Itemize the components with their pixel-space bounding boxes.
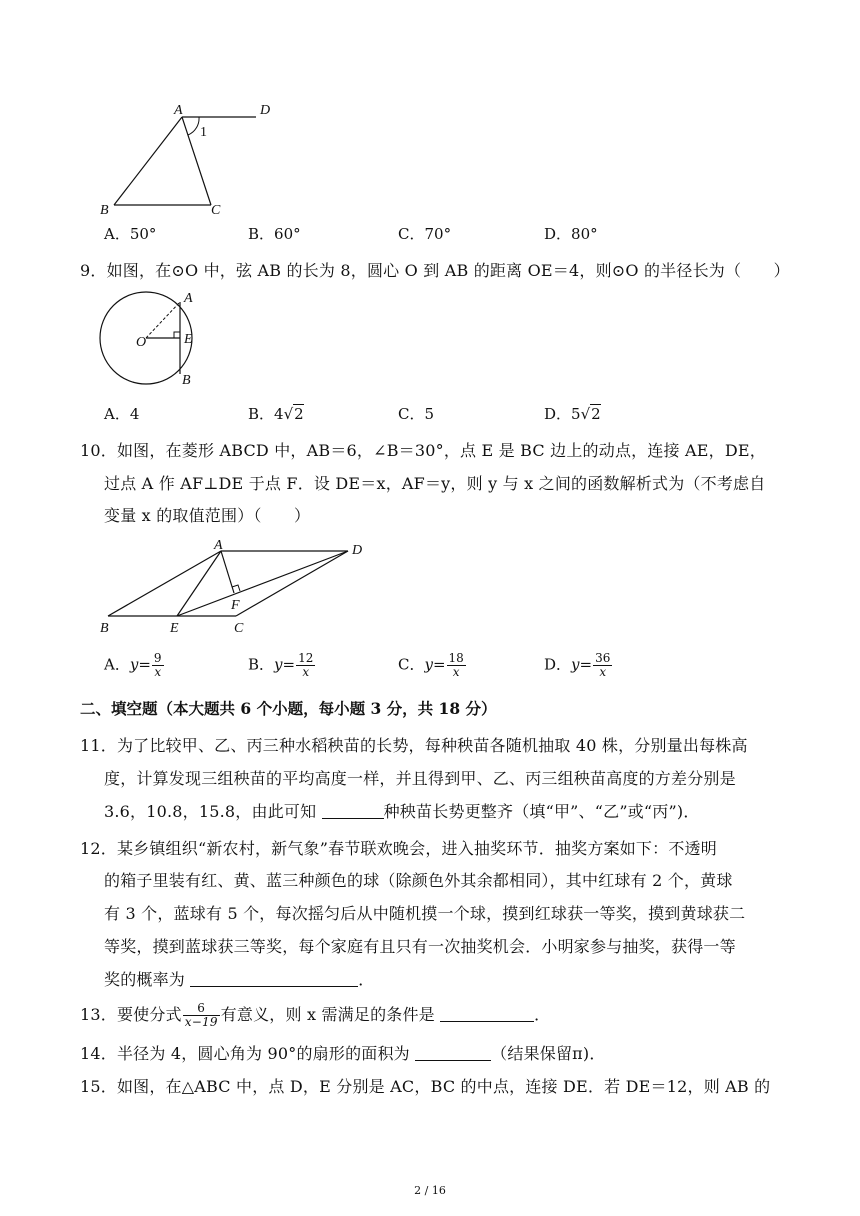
q10-option-a-num: 9 — [153, 651, 162, 665]
q9-option-a: A．4 — [104, 405, 140, 423]
q9-option-d: D．5√2 — [544, 405, 601, 423]
q9-label-O: O — [136, 335, 147, 350]
q10-label-F: F — [231, 598, 240, 613]
q10-option-c-num: 18 — [448, 651, 464, 665]
q10-label-E: E — [170, 621, 179, 636]
q8-option-a: A．50° — [104, 225, 157, 243]
q12-line5-post: ． — [358, 970, 375, 989]
q13-num: 6 — [183, 1002, 220, 1016]
q9-option-d-radicand: 2 — [591, 405, 601, 423]
q12-line2: 的箱子里装有红、黄、蓝三种颜色的球（除颜色外其余都相同），其中红球有 2 个，黄球 — [104, 871, 733, 890]
q11-line3 — [104, 799, 700, 822]
q9-option-d-prefix: D．5 — [544, 405, 581, 423]
q10-rhombus-figure — [96, 536, 376, 638]
q9-label-A: A — [184, 291, 193, 306]
q9-label-E: E — [184, 332, 193, 347]
q8-label-A: A — [174, 103, 183, 118]
q10-option-c-fraction — [447, 652, 466, 679]
q14-line — [80, 1041, 606, 1064]
q9-option-b-prefix: B．4 — [248, 405, 284, 423]
q10-option-d-den: x — [599, 665, 607, 679]
q10-label-A: A — [214, 538, 223, 553]
q8-triangle-figure — [96, 100, 286, 218]
q10-option-c — [398, 652, 467, 679]
q10-option-a-den: x — [154, 665, 162, 679]
q9-circle-figure — [96, 288, 216, 388]
q10-option-b-den: x — [302, 665, 310, 679]
q8-label-D: D — [260, 103, 271, 118]
q8-label-angle1: 1 — [200, 125, 207, 140]
q10-option-d — [544, 652, 613, 679]
q13-fraction — [183, 1002, 220, 1029]
q11-line3-pre: 3.6，10.8，15.8，由此可知 — [104, 802, 322, 821]
q12-line1: 12．某乡镇组织“新农村，新气象”春节联欢晚会，进入抽奖环节．抽奖方案如下：不透明 — [80, 839, 717, 858]
q8-label-B: B — [100, 203, 109, 218]
q14-post: （结果保留π)． — [491, 1044, 606, 1063]
q8-label-C: C — [211, 203, 221, 218]
q10-option-b — [248, 652, 316, 679]
q9-options — [104, 403, 824, 429]
q14-pre: 14．半径为 4，圆心角为 90°的扇形的面积为 — [80, 1044, 416, 1063]
q10-option-d-label: D． — [544, 655, 572, 674]
q9-label-B: B — [182, 373, 191, 388]
q8-options — [104, 223, 824, 249]
q9-stem: 9．如图，在⊙O 中，弦 AB 的长为 8，圆心 O 到 AB 的距离 OE＝4，则⊙O 的半径长为（ ） — [80, 261, 790, 280]
q10-line1: 10．如图，在菱形 ABCD 中，AB＝6，∠B＝30°，点 E 是 BC 边上的动点，连接 AE，DE， — [80, 441, 766, 460]
q11-line2: 度，计算发现三组秧苗的平均高度一样，并且得到甲、乙、丙三组秧苗高度的方差分别是 — [104, 769, 736, 788]
q13-post: ． — [534, 1005, 551, 1024]
q12-line4: 等奖，摸到蓝球获三等奖，每个家庭有且只有一次抽奖机会．小明家参与抽奖，获得一等 — [104, 937, 736, 956]
q8-option-c: C．70° — [398, 225, 452, 243]
q15-line1: 15．如图，在△ABC 中，点 D，E 分别是 AC，BC 的中点，连接 DE．若 DE＝12，则 AB 的 — [80, 1077, 771, 1096]
q10-option-d-num: 36 — [595, 651, 611, 665]
q10-option-a-fraction — [152, 652, 164, 679]
q13-line — [80, 1002, 550, 1029]
q12-answer-blank[interactable] — [190, 972, 358, 987]
q10-option-b-label: B． — [248, 655, 275, 674]
q13-den: x−19 — [184, 1015, 218, 1029]
q10-options — [104, 652, 824, 684]
q13-mid: 有意义，则 x 需满足的条件是 — [220, 1005, 441, 1024]
q10-line3: 变量 x 的取值范围）（ ） — [104, 506, 311, 525]
q10-label-B: B — [100, 621, 109, 636]
q10-line2: 过点 A 作 AF⊥DE 于点 F．设 DE＝x，AF＝y，则 y 与 x 之间的函数解析式为（不考虑自 — [104, 474, 766, 493]
q10-option-c-lhs: y= — [424, 655, 446, 674]
q10-option-d-fraction — [593, 652, 612, 679]
q10-option-b-fraction — [296, 652, 315, 679]
q10-option-c-label: C． — [398, 655, 425, 674]
q9-option-c: C．5 — [398, 405, 435, 423]
q10-label-D: D — [352, 543, 363, 558]
q10-label-C: C — [234, 621, 244, 636]
q10-option-b-num: 12 — [298, 651, 314, 665]
q10-option-a-lhs: y= — [129, 655, 151, 674]
q13-pre: 13．要使分式 — [80, 1005, 182, 1024]
q11-answer-blank[interactable] — [322, 804, 384, 819]
q11-line3-post: 种秧苗长势更整齐（填“甲”、“乙”或“丙”)． — [383, 802, 700, 821]
q10-option-b-lhs: y= — [274, 655, 296, 674]
q10-option-c-den: x — [452, 665, 460, 679]
q9-option-b-radicand: 2 — [294, 405, 304, 423]
q13-answer-blank[interactable] — [440, 1007, 534, 1022]
page-number: 2 / 16 — [414, 1184, 446, 1197]
q10-option-a — [104, 652, 165, 679]
section-2-heading: 二、填空题（本大题共 6 个小题，每小题 3 分，共 18 分） — [80, 699, 497, 718]
q14-answer-blank[interactable] — [415, 1046, 491, 1061]
q12-line5-pre: 奖的概率为 — [104, 970, 191, 989]
q9-option-b: B．4√2 — [248, 405, 304, 423]
q10-option-d-lhs: y= — [571, 655, 593, 674]
q8-option-b: B．60° — [248, 225, 301, 243]
q12-line5 — [104, 967, 375, 990]
q10-option-a-label: A． — [104, 655, 130, 674]
q8-option-d: D．80° — [544, 225, 598, 243]
q12-line3: 有 3 个，蓝球有 5 个，每次摇匀后从中随机摸一个球，摸到红球获一等奖，摸到黄球获二 — [104, 904, 746, 923]
q11-line1: 11．为了比较甲、乙、丙三种水稻秧苗的长势，每种秧苗各随机抽取 40 株，分别量出每株高 — [80, 736, 748, 755]
